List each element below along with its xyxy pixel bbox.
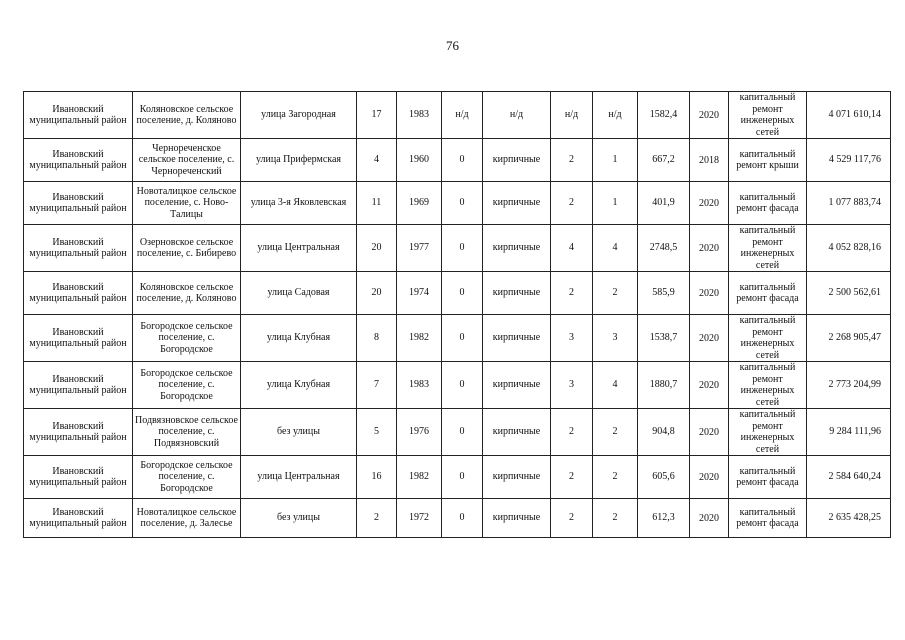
settlement-cell: Богородское сельское поселение, с. Богородское [133, 456, 241, 499]
street-cell: улица Центральная [241, 456, 357, 499]
col6-cell: 0 [442, 139, 483, 182]
work-type-cell: капитальный ремонт инженерных сетей [729, 315, 807, 362]
repair-year-cell: 2020 [690, 456, 729, 499]
floors-cell: 2 [551, 182, 593, 225]
settlement-cell: Коляновское сельское поселение, д. Коляново [133, 272, 241, 315]
floors-cell: 2 [551, 139, 593, 182]
repair-year-cell: 2020 [690, 225, 729, 272]
table-row [24, 409, 891, 456]
area-cell: 612,3 [638, 499, 690, 538]
entrances-cell: 4 [593, 362, 638, 409]
street-cell: без улицы [241, 499, 357, 538]
col6-cell: 0 [442, 499, 483, 538]
repair-year-cell: 2018 [690, 139, 729, 182]
district-cell: Ивановский муниципальный район [24, 92, 133, 139]
district-cell: Ивановский муниципальный район [24, 182, 133, 225]
col6-cell: 0 [442, 456, 483, 499]
year-built-cell: 1983 [397, 92, 442, 139]
floors-cell: 4 [551, 225, 593, 272]
wall-material-cell: кирпичные [483, 272, 551, 315]
work-type-cell: капитальный ремонт фасада [729, 499, 807, 538]
house-number-cell: 20 [357, 225, 397, 272]
table-row [24, 139, 891, 182]
settlement-cell: Богородское сельское поселение, с. Богородское [133, 315, 241, 362]
street-cell: без улицы [241, 409, 357, 456]
year-built-cell: 1982 [397, 456, 442, 499]
table-row [24, 225, 891, 272]
entrances-cell: 2 [593, 499, 638, 538]
cost-cell: 2 635 428,25 [807, 499, 891, 538]
area-cell: 585,9 [638, 272, 690, 315]
year-built-cell: 1982 [397, 315, 442, 362]
floors-cell: 3 [551, 315, 593, 362]
repair-year-cell: 2020 [690, 92, 729, 139]
floors-cell: 2 [551, 272, 593, 315]
street-cell: улица Клубная [241, 315, 357, 362]
cost-cell: 4 071 610,14 [807, 92, 891, 139]
cost-cell: 4 052 828,16 [807, 225, 891, 272]
district-cell: Ивановский муниципальный район [24, 272, 133, 315]
street-cell: улица Загородная [241, 92, 357, 139]
entrances-cell: 1 [593, 139, 638, 182]
page-number: 76 [446, 38, 459, 53]
table-row [24, 92, 891, 139]
entrances-cell: 1 [593, 182, 638, 225]
repair-table [23, 91, 891, 538]
repair-year-cell: 2020 [690, 315, 729, 362]
table-row [24, 182, 891, 225]
area-cell: 1880,7 [638, 362, 690, 409]
house-number-cell: 7 [357, 362, 397, 409]
work-type-cell: капитальный ремонт фасада [729, 272, 807, 315]
settlement-cell: Новоталицкое сельское поселение, д. Залесье [133, 499, 241, 538]
wall-material-cell: кирпичные [483, 182, 551, 225]
year-built-cell: 1977 [397, 225, 442, 272]
wall-material-cell: кирпичные [483, 499, 551, 538]
repair-year-cell: 2020 [690, 409, 729, 456]
area-cell: 605,6 [638, 456, 690, 499]
wall-material-cell: кирпичные [483, 139, 551, 182]
work-type-cell: капитальный ремонт инженерных сетей [729, 362, 807, 409]
floors-cell: 2 [551, 456, 593, 499]
work-type-cell: капитальный ремонт инженерных сетей [729, 92, 807, 139]
district-cell: Ивановский муниципальный район [24, 225, 133, 272]
table-row [24, 362, 891, 409]
house-number-cell: 2 [357, 499, 397, 538]
street-cell: улица Центральная [241, 225, 357, 272]
col6-cell: 0 [442, 315, 483, 362]
house-number-cell: 16 [357, 456, 397, 499]
repair-year-cell: 2020 [690, 362, 729, 409]
entrances-cell: 3 [593, 315, 638, 362]
table-row [24, 272, 891, 315]
entrances-cell: 2 [593, 272, 638, 315]
settlement-cell: Чернореченское сельское поселение, с. Чернореченский [133, 139, 241, 182]
street-cell: улица 3-я Яковлевская [241, 182, 357, 225]
entrances-cell: 2 [593, 456, 638, 499]
area-cell: 401,9 [638, 182, 690, 225]
area-cell: 904,8 [638, 409, 690, 456]
repair-year-cell: 2020 [690, 499, 729, 538]
table-row [24, 499, 891, 538]
floors-cell: 2 [551, 499, 593, 538]
cost-cell: 1 077 883,74 [807, 182, 891, 225]
repair-year-cell: 2020 [690, 272, 729, 315]
year-built-cell: 1976 [397, 409, 442, 456]
settlement-cell: Озерновское сельское поселение, с. Бибирево [133, 225, 241, 272]
entrances-cell: 4 [593, 225, 638, 272]
year-built-cell: 1969 [397, 182, 442, 225]
settlement-cell: Коляновское сельское поселение, д. Коляново [133, 92, 241, 139]
wall-material-cell: кирпичные [483, 225, 551, 272]
settlement-cell: Подвязновское сельское поселение, с. Подвязновский [133, 409, 241, 456]
floors-cell: 2 [551, 409, 593, 456]
cost-cell: 9 284 111,96 [807, 409, 891, 456]
work-type-cell: капитальный ремонт фасада [729, 456, 807, 499]
work-type-cell: капитальный ремонт крыши [729, 139, 807, 182]
year-built-cell: 1974 [397, 272, 442, 315]
area-cell: 1538,7 [638, 315, 690, 362]
street-cell: улица Прифермская [241, 139, 357, 182]
district-cell: Ивановский муниципальный район [24, 362, 133, 409]
house-number-cell: 20 [357, 272, 397, 315]
col6-cell: 0 [442, 362, 483, 409]
wall-material-cell: кирпичные [483, 409, 551, 456]
col6-cell: 0 [442, 409, 483, 456]
cost-cell: 2 268 905,47 [807, 315, 891, 362]
district-cell: Ивановский муниципальный район [24, 499, 133, 538]
house-number-cell: 5 [357, 409, 397, 456]
area-cell: 667,2 [638, 139, 690, 182]
year-built-cell: 1983 [397, 362, 442, 409]
settlement-cell: Новоталицкое сельское поселение, с. Ново-Талицы [133, 182, 241, 225]
house-number-cell: 17 [357, 92, 397, 139]
work-type-cell: капитальный ремонт инженерных сетей [729, 225, 807, 272]
col6-cell: н/д [442, 92, 483, 139]
district-cell: Ивановский муниципальный район [24, 315, 133, 362]
table-body [24, 92, 891, 538]
cost-cell: 2 773 204,99 [807, 362, 891, 409]
wall-material-cell: кирпичные [483, 315, 551, 362]
district-cell: Ивановский муниципальный район [24, 139, 133, 182]
cost-cell: 4 529 117,76 [807, 139, 891, 182]
wall-material-cell: н/д [483, 92, 551, 139]
house-number-cell: 11 [357, 182, 397, 225]
repair-year-cell: 2020 [690, 182, 729, 225]
work-type-cell: капитальный ремонт инженерных сетей [729, 409, 807, 456]
house-number-cell: 8 [357, 315, 397, 362]
settlement-cell: Богородское сельское поселение, с. Богородское [133, 362, 241, 409]
table-row [24, 315, 891, 362]
col6-cell: 0 [442, 182, 483, 225]
table-row [24, 456, 891, 499]
floors-cell: 3 [551, 362, 593, 409]
street-cell: улица Клубная [241, 362, 357, 409]
district-cell: Ивановский муниципальный район [24, 456, 133, 499]
year-built-cell: 1960 [397, 139, 442, 182]
house-number-cell: 4 [357, 139, 397, 182]
area-cell: 2748,5 [638, 225, 690, 272]
cost-cell: 2 500 562,61 [807, 272, 891, 315]
entrances-cell: 2 [593, 409, 638, 456]
area-cell: 1582,4 [638, 92, 690, 139]
entrances-cell: н/д [593, 92, 638, 139]
cost-cell: 2 584 640,24 [807, 456, 891, 499]
floors-cell: н/д [551, 92, 593, 139]
district-cell: Ивановский муниципальный район [24, 409, 133, 456]
wall-material-cell: кирпичные [483, 456, 551, 499]
year-built-cell: 1972 [397, 499, 442, 538]
wall-material-cell: кирпичные [483, 362, 551, 409]
col6-cell: 0 [442, 272, 483, 315]
work-type-cell: капитальный ремонт фасада [729, 182, 807, 225]
col6-cell: 0 [442, 225, 483, 272]
street-cell: улица Садовая [241, 272, 357, 315]
